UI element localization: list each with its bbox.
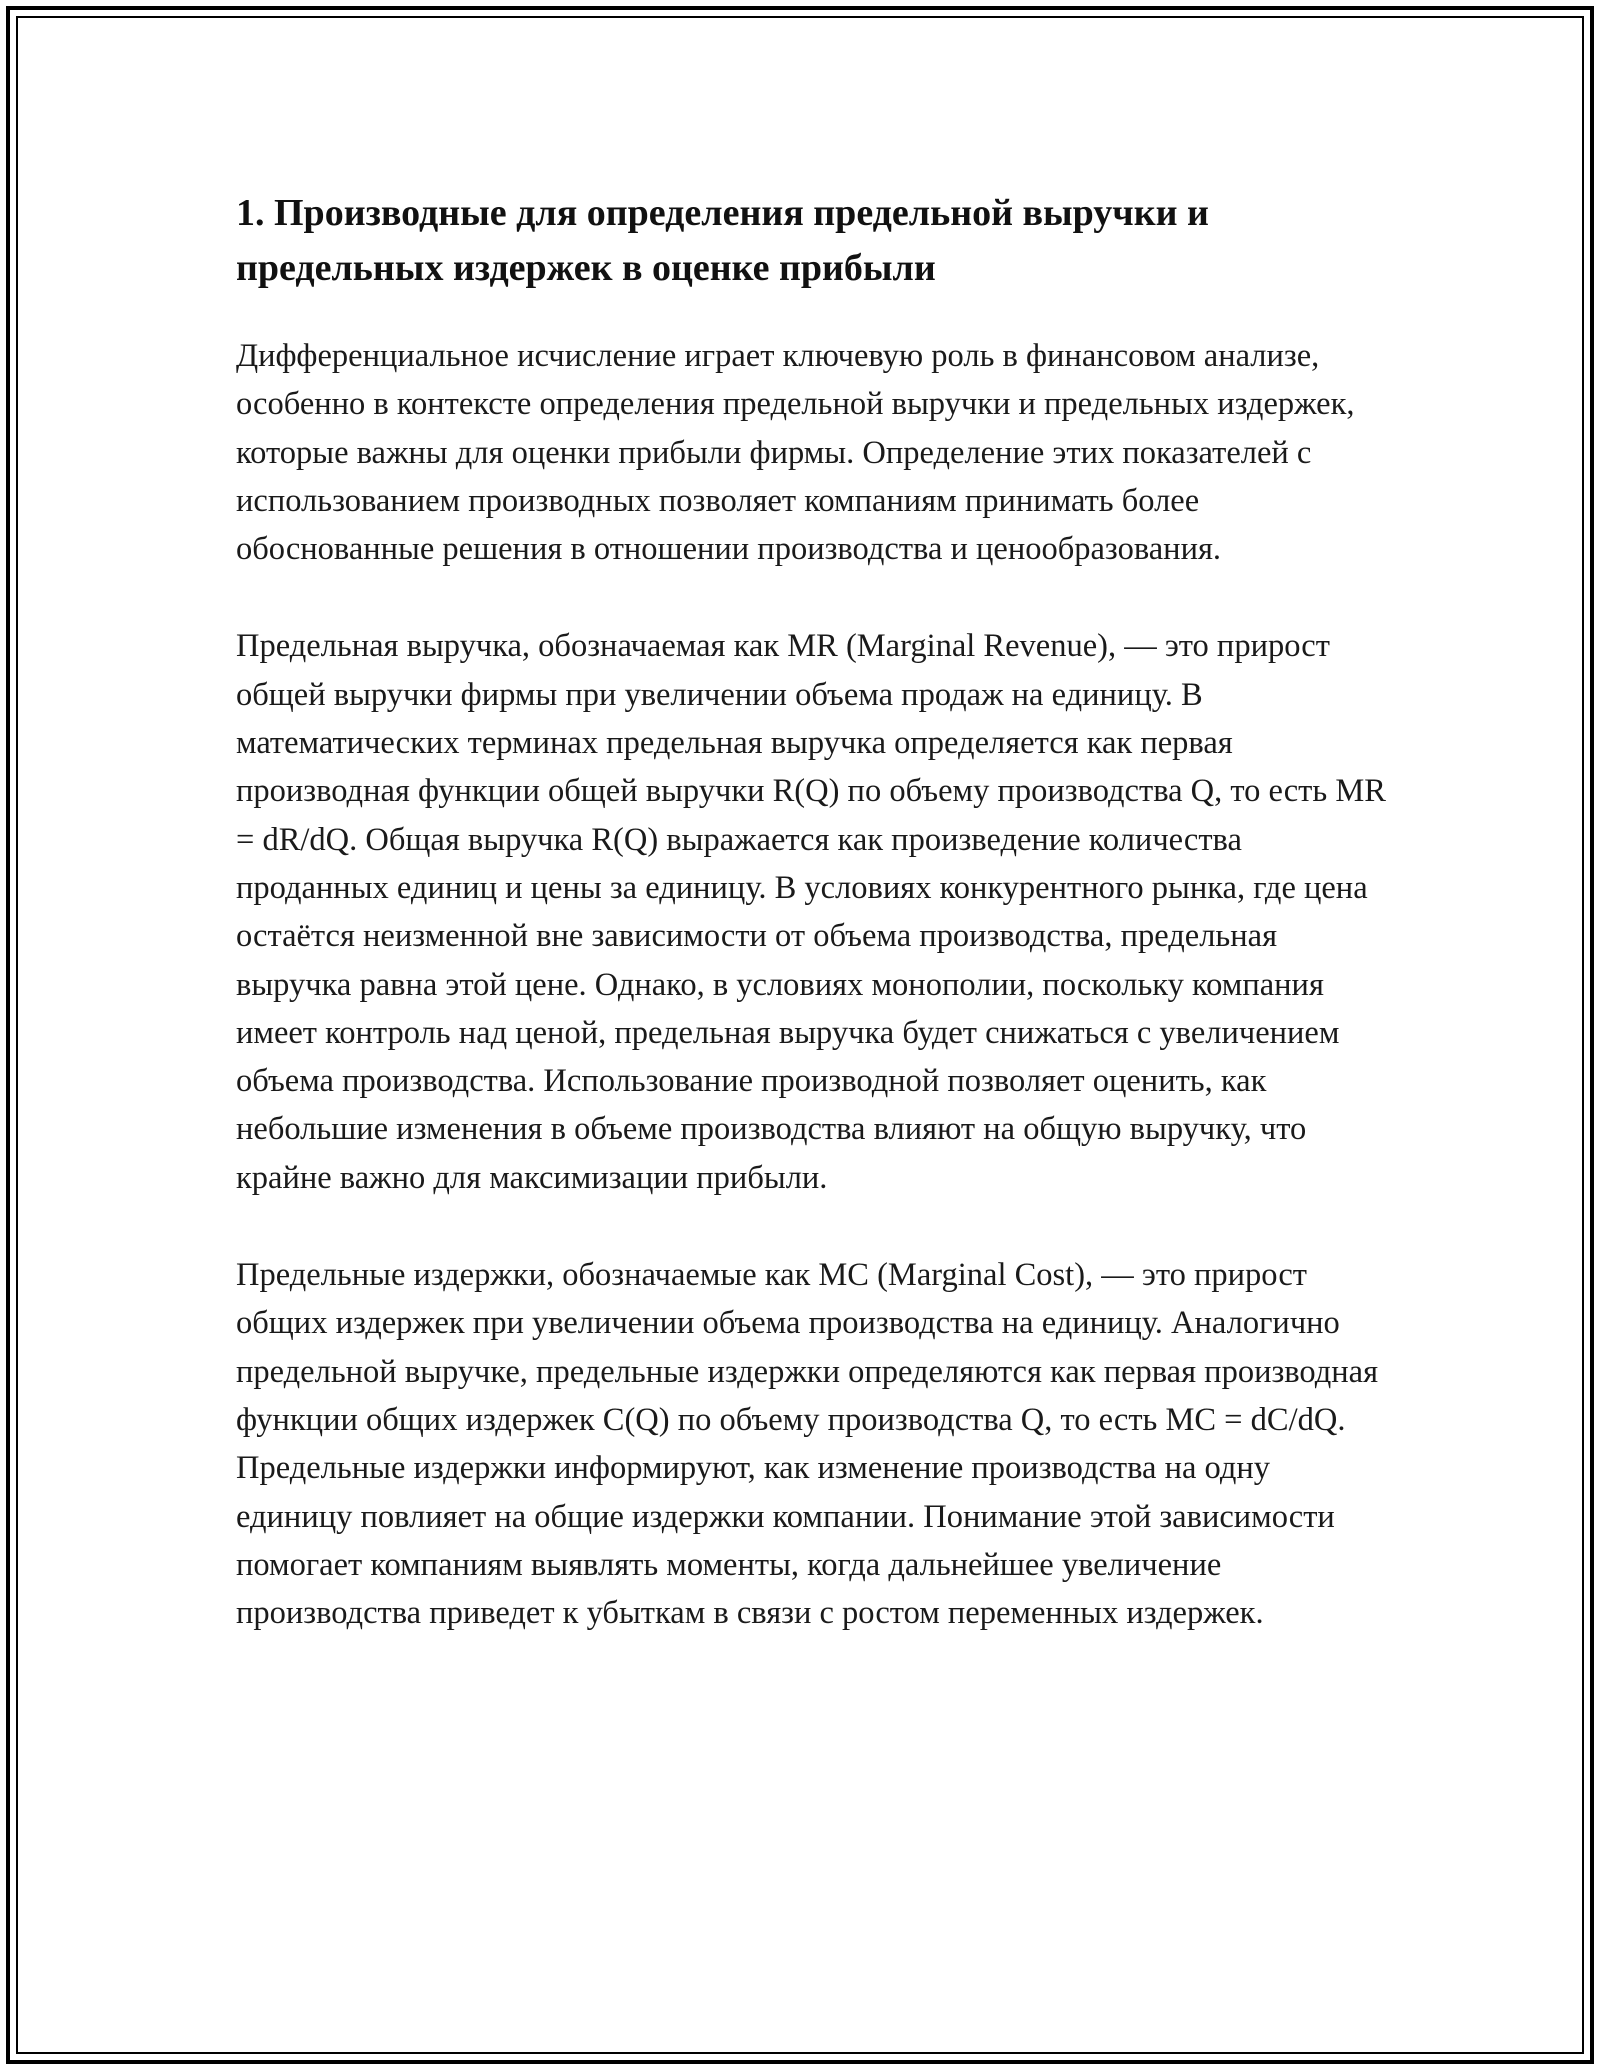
paragraph-marginal-revenue: Предельная выручка, обозначаемая как MR (Marginal Revenue), — это прирост общей выручки фирмы при увеличении объема продаж на единицу. В математических терминах предельная выручка определяется как первая производная функции общей выручки R(Q) по объему производства Q, то есть MR = dR/dQ. Общая выручка R(Q) выражается как произведение количества проданных единиц и цены за единицу. В условиях конкурентного рынка, где цена остаётся неизменной вне зависимости от объема производства, предельная выручка равна этой цене. Однако, в условиях монополии, поскольку компания имеет контроль над ценой, предельная выручка будет снижаться с увеличением объема производства. Использование производной позволяет оценить, как небольшие изменения в объеме производства влияют на общую выручку, что крайне важно для максимизации прибыли. bbox=[236, 628, 1386, 1196]
paragraph-marginal-cost: Предельные издержки, обозначаемые как MC (Marginal Cost), — это прирост общих издержек при увеличении объема производства на единицу. Аналогично предельной выручке, предельные издержки определяются как первая производная функции общих издержек C(Q) по объему производства Q, то есть MC = dC/dQ. Предельные издержки информируют, как изменение производства на одну единицу повлияет на общие издержки компании. Понимание этой зависимости помогает компаниям выявлять моменты, когда дальнейшее увеличение производства приведет к убыткам в связи с ростом переменных издержек. bbox=[236, 1257, 1379, 1632]
section-heading: 1. Производные для определения предельной выручки и предельных издержек в оценке прибыли bbox=[236, 192, 1209, 289]
document-body bbox=[236, 186, 1386, 1686]
paragraph-intro: Дифференциальное исчисление играет ключевую роль в финансовом анализе, особенно в контексте определения предельной выручки и предельных издержек, которые важны для оценки прибыли фирмы. Определение этих показателей с использованием производных позволяет компаниям принимать более обоснованные решения в отношении производства и ценообразования. bbox=[236, 338, 1355, 568]
